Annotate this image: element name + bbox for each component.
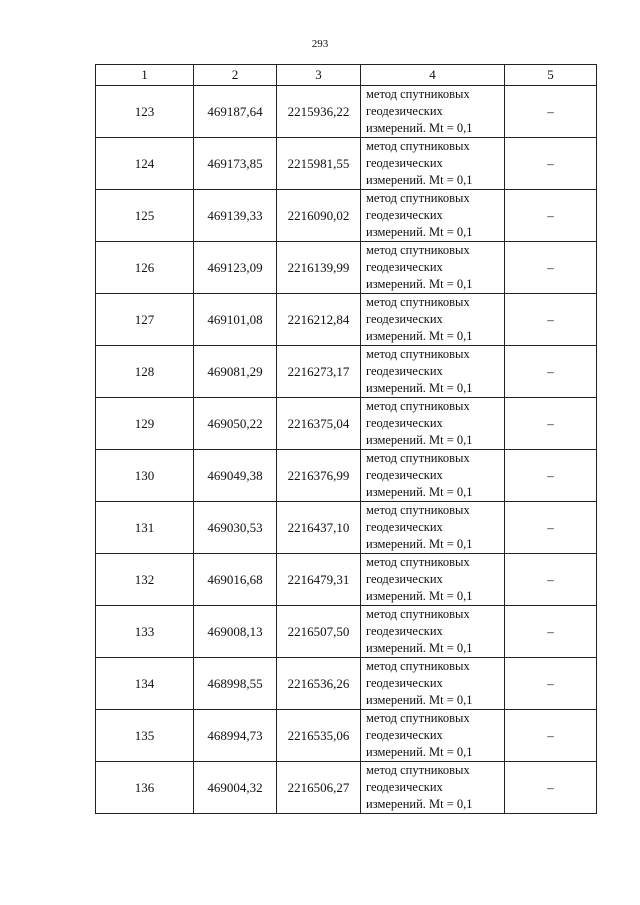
table-row [96,710,597,762]
method-line: измерений. Mt = 0,1 [366,589,473,603]
table-row [96,346,597,398]
method-line: геодезических [366,676,443,690]
x-coordinate-cell: 469049,38 [194,450,277,502]
method-line: геодезических [366,728,443,742]
table-row [96,658,597,710]
point-number-cell: 132 [96,554,194,606]
table-row [96,242,597,294]
method-line: метод спутниковых [366,87,470,101]
table-row [96,86,597,138]
method-line: геодезических [366,260,443,274]
method-line: измерений. Mt = 0,1 [366,329,473,343]
table-body [96,86,597,814]
method-line: метод спутниковых [366,659,470,673]
note-cell: – [505,450,597,502]
method-line: метод спутниковых [366,243,470,257]
method-cell [361,658,505,710]
method-line: геодезических [366,416,443,430]
note-cell: – [505,242,597,294]
method-line: геодезических [366,780,443,794]
point-number-cell: 133 [96,606,194,658]
method-cell [361,710,505,762]
y-coordinate-cell: 2216536,26 [277,658,361,710]
point-number-cell: 131 [96,502,194,554]
y-coordinate-cell: 2215936,22 [277,86,361,138]
page-number: 293 [311,38,329,50]
table-row [96,398,597,450]
note-cell: – [505,346,597,398]
y-coordinate-cell: 2216376,99 [277,450,361,502]
method-line: метод спутниковых [366,191,470,205]
method-line: измерений. Mt = 0,1 [366,797,473,811]
note-cell: – [505,606,597,658]
y-coordinate-cell: 2216506,27 [277,762,361,814]
point-number-cell: 124 [96,138,194,190]
method-line: измерений. Mt = 0,1 [366,277,473,291]
x-coordinate-cell: 468994,73 [194,710,277,762]
method-line: геодезических [366,104,443,118]
point-number-cell: 135 [96,710,194,762]
x-coordinate-cell: 469008,13 [194,606,277,658]
note-cell: – [505,710,597,762]
x-coordinate-cell: 469173,85 [194,138,277,190]
method-line: метод спутниковых [366,295,470,309]
method-cell [361,138,505,190]
method-line: метод спутниковых [366,555,470,569]
y-coordinate-cell: 2216090,02 [277,190,361,242]
point-number-cell: 128 [96,346,194,398]
table-row [96,450,597,502]
method-cell [361,346,505,398]
point-number-cell: 126 [96,242,194,294]
method-line: измерений. Mt = 0,1 [366,485,473,499]
note-cell: – [505,190,597,242]
point-number-cell: 125 [96,190,194,242]
method-cell [361,502,505,554]
method-line: измерений. Mt = 0,1 [366,745,473,759]
note-cell: – [505,502,597,554]
table-row [96,762,597,814]
y-coordinate-cell: 2215981,55 [277,138,361,190]
method-cell [361,190,505,242]
header-col-1: 1 [96,65,194,86]
x-coordinate-cell: 468998,55 [194,658,277,710]
y-coordinate-cell: 2216375,04 [277,398,361,450]
x-coordinate-cell: 469050,22 [194,398,277,450]
method-cell [361,86,505,138]
y-coordinate-cell: 2216212,84 [277,294,361,346]
x-coordinate-cell: 469139,33 [194,190,277,242]
method-line: геодезических [366,208,443,222]
note-cell: – [505,294,597,346]
method-line: метод спутниковых [366,763,470,777]
point-number-cell: 136 [96,762,194,814]
table-row [96,502,597,554]
method-line: геодезических [366,520,443,534]
method-line: метод спутниковых [366,711,470,725]
method-line: метод спутниковых [366,503,470,517]
y-coordinate-cell: 2216139,99 [277,242,361,294]
method-cell [361,450,505,502]
method-line: метод спутниковых [366,139,470,153]
method-cell [361,762,505,814]
method-line: измерений. Mt = 0,1 [366,225,473,239]
method-line: геодезических [366,156,443,170]
method-cell [361,294,505,346]
x-coordinate-cell: 469004,32 [194,762,277,814]
point-number-cell: 123 [96,86,194,138]
method-line: измерений. Mt = 0,1 [366,173,473,187]
coordinates-table [95,64,597,814]
header-col-4: 4 [361,65,505,86]
table-row [96,554,597,606]
method-line: измерений. Mt = 0,1 [366,381,473,395]
x-coordinate-cell: 469123,09 [194,242,277,294]
method-line: геодезических [366,312,443,326]
note-cell: – [505,138,597,190]
method-line: метод спутниковых [366,347,470,361]
point-number-cell: 130 [96,450,194,502]
method-cell [361,242,505,294]
table-row [96,606,597,658]
method-line: метод спутниковых [366,399,470,413]
note-cell: – [505,762,597,814]
method-line: измерений. Mt = 0,1 [366,693,473,707]
table-row [96,138,597,190]
method-cell [361,554,505,606]
method-line: измерений. Mt = 0,1 [366,641,473,655]
note-cell: – [505,658,597,710]
method-line: измерений. Mt = 0,1 [366,121,473,135]
note-cell: – [505,86,597,138]
method-line: геодезических [366,624,443,638]
x-coordinate-cell: 469101,08 [194,294,277,346]
method-line: геодезических [366,468,443,482]
y-coordinate-cell: 2216479,31 [277,554,361,606]
y-coordinate-cell: 2216437,10 [277,502,361,554]
point-number-cell: 134 [96,658,194,710]
method-cell [361,606,505,658]
y-coordinate-cell: 2216273,17 [277,346,361,398]
note-cell: – [505,554,597,606]
x-coordinate-cell: 469187,64 [194,86,277,138]
table-row [96,190,597,242]
table-header [96,65,597,86]
method-cell [361,398,505,450]
method-line: измерений. Mt = 0,1 [366,433,473,447]
method-line: геодезических [366,572,443,586]
method-line: геодезических [366,364,443,378]
header-col-5: 5 [505,65,597,86]
y-coordinate-cell: 2216535,06 [277,710,361,762]
header-col-3: 3 [277,65,361,86]
x-coordinate-cell: 469030,53 [194,502,277,554]
point-number-cell: 129 [96,398,194,450]
x-coordinate-cell: 469016,68 [194,554,277,606]
table-row [96,294,597,346]
y-coordinate-cell: 2216507,50 [277,606,361,658]
header-col-2: 2 [194,65,277,86]
header-row [96,65,597,86]
x-coordinate-cell: 469081,29 [194,346,277,398]
method-line: метод спутниковых [366,451,470,465]
note-cell: – [505,398,597,450]
method-line: метод спутниковых [366,607,470,621]
point-number-cell: 127 [96,294,194,346]
method-line: измерений. Mt = 0,1 [366,537,473,551]
